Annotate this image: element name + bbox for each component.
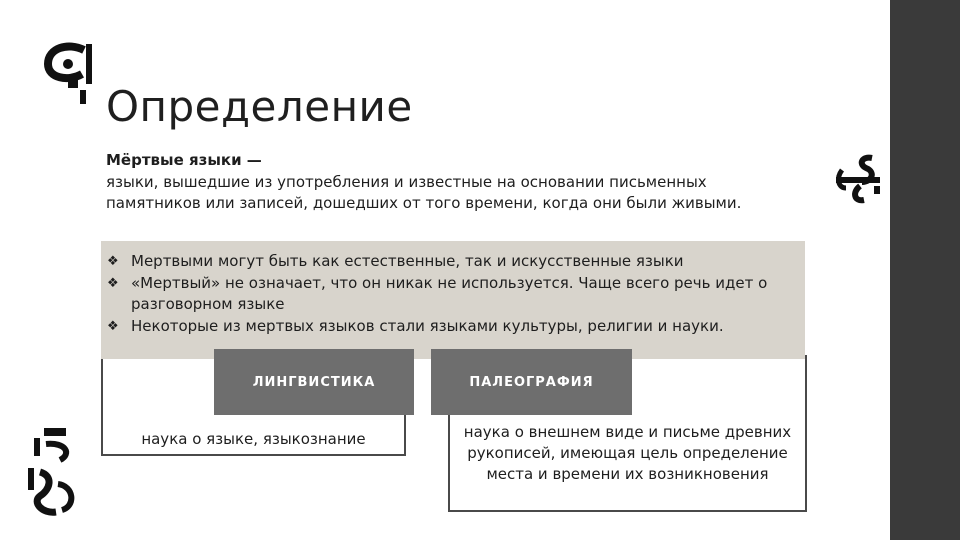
diamond-bullet-icon: ❖ xyxy=(107,318,119,334)
ancient-glyph-right-icon xyxy=(832,152,884,208)
diamond-bullet-icon: ❖ xyxy=(107,254,119,269)
notes-panel xyxy=(101,241,805,359)
linguistics-description: наука о языке, языкознание xyxy=(141,430,366,448)
list-item xyxy=(107,251,805,273)
note-text: Некоторые из мертвых языков стали языками культуры, религии и науки. xyxy=(131,316,724,335)
right-side-bar xyxy=(890,0,960,540)
list-item xyxy=(107,273,805,316)
list-item xyxy=(107,316,805,338)
linguistics-label: ЛИНГВИСТИКА xyxy=(214,349,414,415)
definition-text-block xyxy=(106,150,766,215)
definition-term: Мёртвые языки — xyxy=(106,151,262,169)
notes-list xyxy=(101,241,805,337)
note-text: «Мертвый» не означает, что он никак не используется. Чаще всего речь идет о разговорном языке xyxy=(131,273,768,313)
paleography-label: ПАЛЕОГРАФИЯ xyxy=(431,349,632,415)
ancient-glyph-top-left-icon xyxy=(38,38,94,108)
definition-body: языки, вышедшие из употребления и известные на основании письменных памятников или записей, дошедших от того времени, когда они были живыми. xyxy=(106,172,742,212)
page-title: Определение xyxy=(106,82,413,131)
paleography-description: наука о внешнем виде и письме древних рукописей, имеющая цель определение места и времени их возникновения xyxy=(463,423,792,483)
note-text: Мертвыми могут быть как естественные, так и искусственные языки xyxy=(131,252,684,270)
ancient-glyph-bottom-left-icon xyxy=(20,420,84,520)
diamond-bullet-icon: ❖ xyxy=(107,275,119,291)
